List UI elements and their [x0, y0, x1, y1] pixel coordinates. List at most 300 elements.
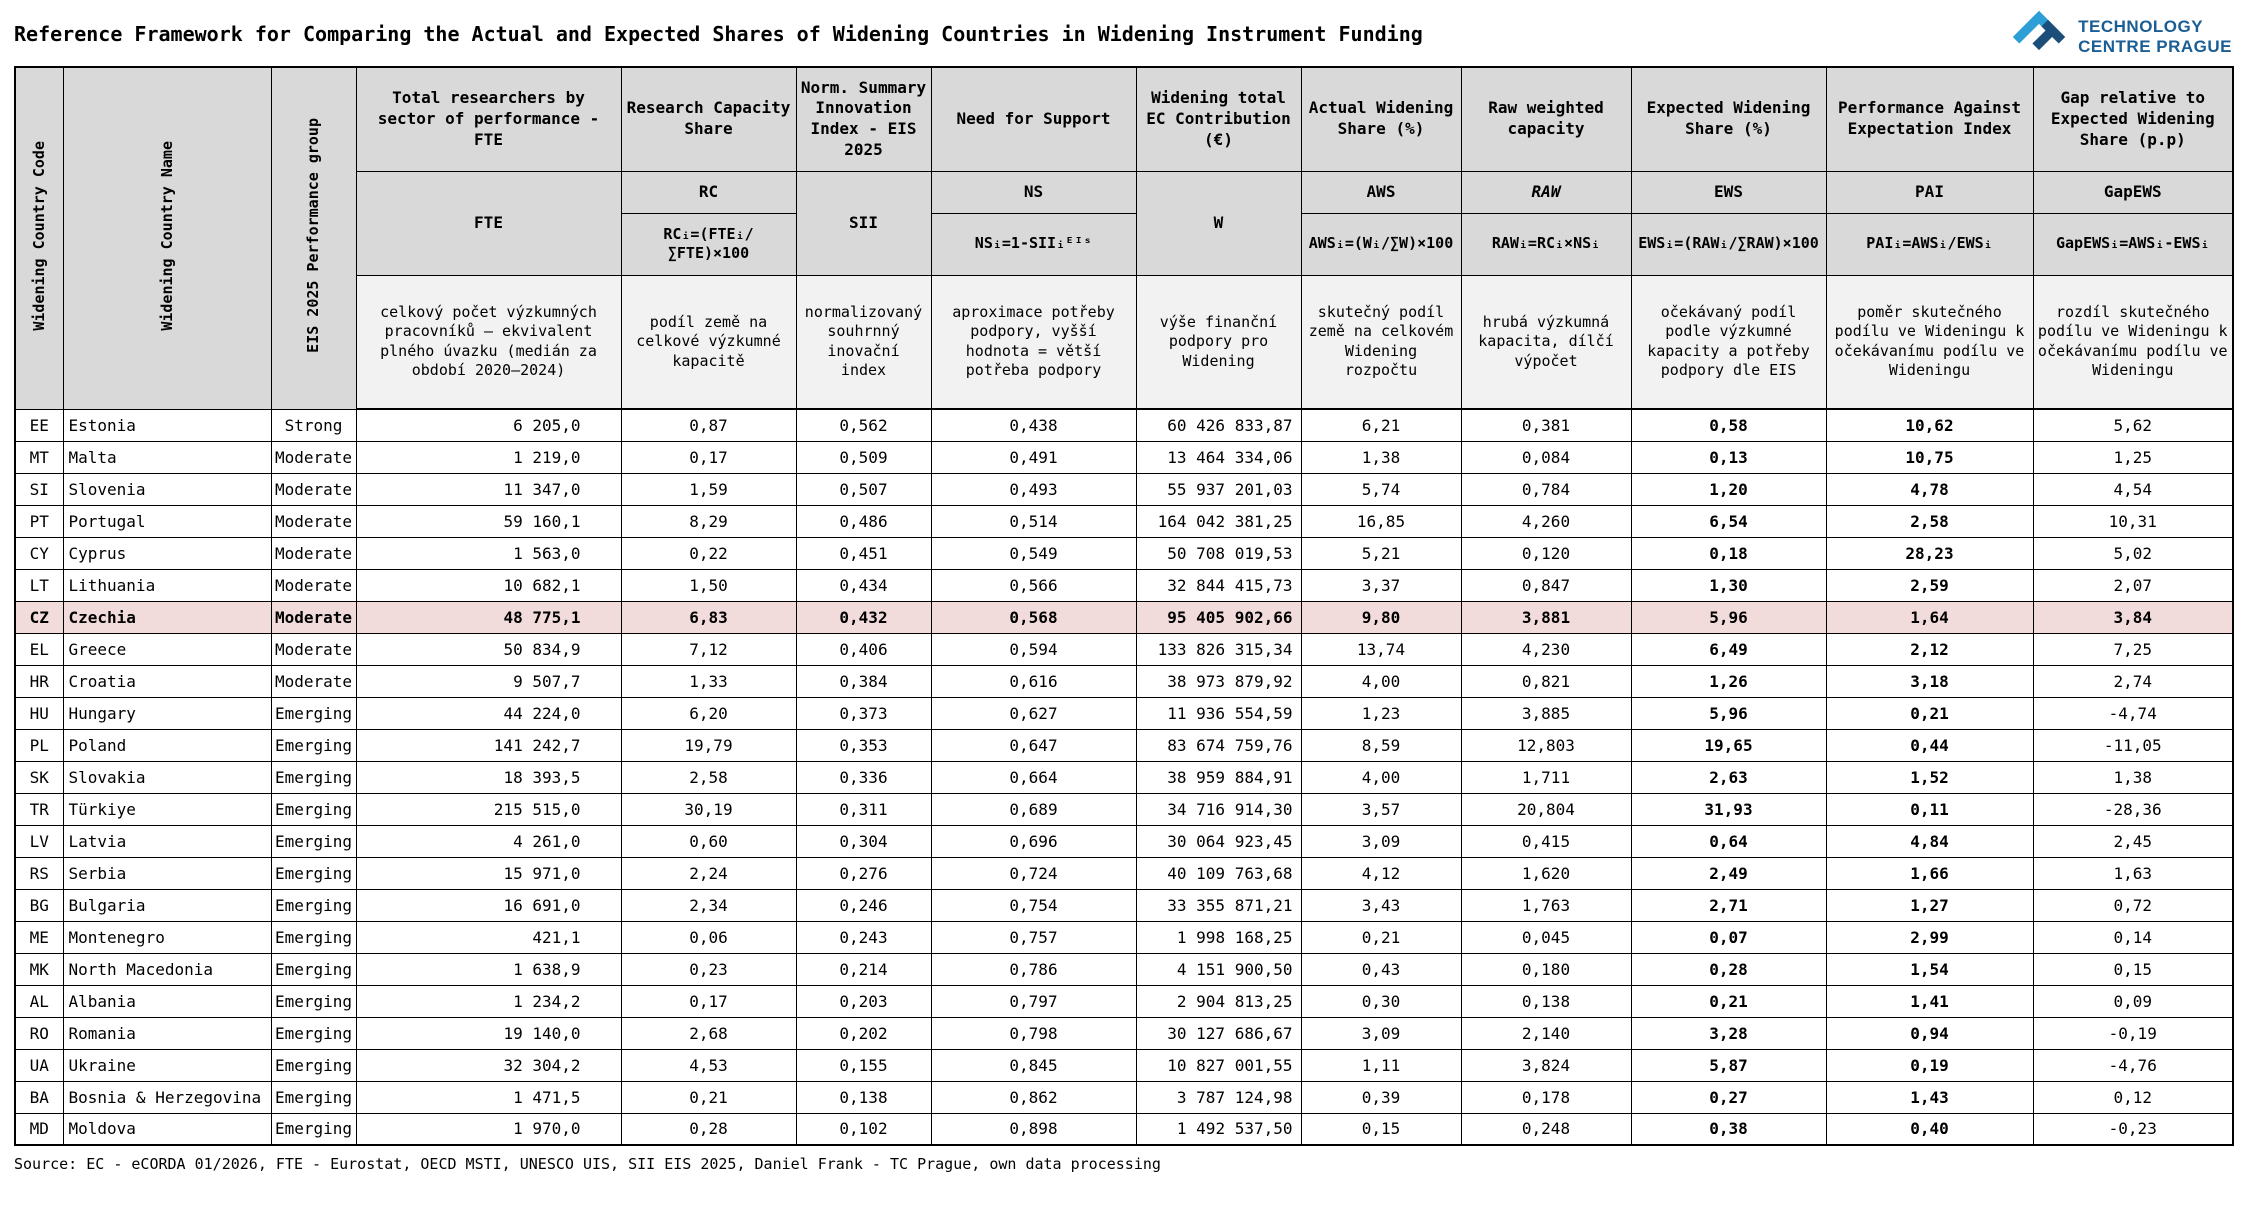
- col-header-ews: Expected Widening Share (%): [1631, 67, 1826, 171]
- col-header-aws: Actual Widening Share (%): [1301, 67, 1461, 171]
- cell-ns: 0,549: [931, 537, 1136, 569]
- cell-country-name: Portugal: [63, 505, 271, 537]
- cell-rc: 0,17: [621, 985, 796, 1017]
- cell-country-code: LV: [15, 825, 63, 857]
- cell-country-name: Malta: [63, 441, 271, 473]
- cell-fte: 141 242,7: [356, 729, 621, 761]
- col-header-fte: Total researchers by sector of performance - FTE: [356, 67, 621, 171]
- cell-country-code: HU: [15, 697, 63, 729]
- cell-pai: 1,41: [1826, 985, 2033, 1017]
- cell-fte: 1 234,2: [356, 985, 621, 1017]
- cell-pai: 4,84: [1826, 825, 2033, 857]
- cell-country-name: Albania: [63, 985, 271, 1017]
- cell-fte: 215 515,0: [356, 793, 621, 825]
- cell-fte: 11 347,0: [356, 473, 621, 505]
- cell-country-name: Slovakia: [63, 761, 271, 793]
- cell-country-name: Hungary: [63, 697, 271, 729]
- cell-gapews: -0,19: [2033, 1017, 2233, 1049]
- table-row: [15, 1017, 2233, 1049]
- cell-gapews: 5,02: [2033, 537, 2233, 569]
- cell-fte: 16 691,0: [356, 889, 621, 921]
- cell-fte: 44 224,0: [356, 697, 621, 729]
- czech-desc-fte: celkový počet výzkumných pracovníků – ekvivalent plného úvazku (medián za období 2020–2024): [356, 275, 621, 409]
- cell-pai: 1,43: [1826, 1081, 2033, 1113]
- cell-ews: 0,27: [1631, 1081, 1826, 1113]
- cell-ns: 0,689: [931, 793, 1136, 825]
- cell-country-code: BA: [15, 1081, 63, 1113]
- cell-ews: 0,13: [1631, 441, 1826, 473]
- cell-sii: 0,138: [796, 1081, 931, 1113]
- cell-performance-group: Strong: [271, 409, 356, 441]
- czech-desc-ns: aproximace potřeby podpory, vyšší hodnota = větší potřeba podpory: [931, 275, 1136, 409]
- cell-raw: 0,138: [1461, 985, 1631, 1017]
- cell-gapews: 4,54: [2033, 473, 2233, 505]
- cell-w: 13 464 334,06: [1136, 441, 1301, 473]
- cell-sii: 0,214: [796, 953, 931, 985]
- cell-ns: 0,493: [931, 473, 1136, 505]
- czech-desc-sii: normalizovaný souhrnný inovační index: [796, 275, 931, 409]
- cell-aws: 4,00: [1301, 761, 1461, 793]
- czech-desc-aws: skutečný podíl země na celkovém Widening rozpočtu: [1301, 275, 1461, 409]
- cell-rc: 6,83: [621, 601, 796, 633]
- cell-ns: 0,757: [931, 921, 1136, 953]
- cell-rc: 4,53: [621, 1049, 796, 1081]
- table-row: [15, 505, 2233, 537]
- cell-rc: 6,20: [621, 697, 796, 729]
- cell-w: 50 708 019,53: [1136, 537, 1301, 569]
- cell-country-name: Serbia: [63, 857, 271, 889]
- table-row: [15, 697, 2233, 729]
- cell-ns: 0,664: [931, 761, 1136, 793]
- formula-pai: PAIᵢ=AWSᵢ/EWSᵢ: [1826, 213, 2033, 275]
- cell-fte: 4 261,0: [356, 825, 621, 857]
- cell-ns: 0,724: [931, 857, 1136, 889]
- cell-rc: 0,21: [621, 1081, 796, 1113]
- cell-ews: 5,96: [1631, 601, 1826, 633]
- cell-w: 30 127 686,67: [1136, 1017, 1301, 1049]
- cell-ews: 5,96: [1631, 697, 1826, 729]
- tc-prague-logo-text: [2078, 17, 2232, 56]
- table-row: [15, 537, 2233, 569]
- cell-country-code: ME: [15, 921, 63, 953]
- cell-rc: 30,19: [621, 793, 796, 825]
- cell-raw: 0,045: [1461, 921, 1631, 953]
- cell-sii: 0,507: [796, 473, 931, 505]
- cell-rc: 0,87: [621, 409, 796, 441]
- cell-country-code: SI: [15, 473, 63, 505]
- cell-gapews: 2,07: [2033, 569, 2233, 601]
- col-header-w: Widening total EC Contribution (€): [1136, 67, 1301, 171]
- cell-gapews: 1,38: [2033, 761, 2233, 793]
- page-title: Reference Framework for Comparing the Actual and Expected Shares of Widening Countries in Widening Instrument Funding: [14, 22, 1423, 46]
- cell-raw: 0,415: [1461, 825, 1631, 857]
- cell-pai: 3,18: [1826, 665, 2033, 697]
- cell-gapews: 2,74: [2033, 665, 2233, 697]
- cell-performance-group: Emerging: [271, 1081, 356, 1113]
- cell-w: 60 426 833,87: [1136, 409, 1301, 441]
- cell-w: 32 844 415,73: [1136, 569, 1301, 601]
- cell-ns: 0,647: [931, 729, 1136, 761]
- cell-sii: 0,562: [796, 409, 931, 441]
- cell-ns: 0,862: [931, 1081, 1136, 1113]
- cell-gapews: -28,36: [2033, 793, 2233, 825]
- cell-performance-group: Moderate: [271, 601, 356, 633]
- cell-aws: 3,43: [1301, 889, 1461, 921]
- cell-pai: 2,59: [1826, 569, 2033, 601]
- cell-pai: 2,58: [1826, 505, 2033, 537]
- cell-raw: 4,260: [1461, 505, 1631, 537]
- cell-sii: 0,406: [796, 633, 931, 665]
- cell-aws: 4,00: [1301, 665, 1461, 697]
- cell-ns: 0,616: [931, 665, 1136, 697]
- cell-ews: 0,18: [1631, 537, 1826, 569]
- cell-rc: 2,24: [621, 857, 796, 889]
- cell-country-code: PL: [15, 729, 63, 761]
- cell-aws: 5,74: [1301, 473, 1461, 505]
- cell-pai: 0,21: [1826, 697, 2033, 729]
- cell-country-code: RO: [15, 1017, 63, 1049]
- cell-raw: 4,230: [1461, 633, 1631, 665]
- cell-pai: 28,23: [1826, 537, 2033, 569]
- cell-w: 133 826 315,34: [1136, 633, 1301, 665]
- cell-gapews: 0,12: [2033, 1081, 2233, 1113]
- cell-country-code: TR: [15, 793, 63, 825]
- cell-ns: 0,627: [931, 697, 1136, 729]
- cell-ns: 0,566: [931, 569, 1136, 601]
- cell-fte: 59 160,1: [356, 505, 621, 537]
- cell-w: 11 936 554,59: [1136, 697, 1301, 729]
- table-row: [15, 889, 2233, 921]
- formula-ews: EWSᵢ=(RAWᵢ/∑RAW)×100: [1631, 213, 1826, 275]
- cell-sii: 0,246: [796, 889, 931, 921]
- cell-country-code: CZ: [15, 601, 63, 633]
- cell-sii: 0,243: [796, 921, 931, 953]
- cell-aws: 0,39: [1301, 1081, 1461, 1113]
- col-header-gapews: Gap relative to Expected Widening Share (p.p): [2033, 67, 2233, 171]
- cell-gapews: 10,31: [2033, 505, 2233, 537]
- col-header-rc: Research Capacity Share: [621, 67, 796, 171]
- cell-w: 38 959 884,91: [1136, 761, 1301, 793]
- cell-fte: 10 682,1: [356, 569, 621, 601]
- cell-performance-group: Emerging: [271, 1113, 356, 1145]
- cell-sii: 0,155: [796, 1049, 931, 1081]
- cell-gapews: -11,05: [2033, 729, 2233, 761]
- cell-pai: 0,44: [1826, 729, 2033, 761]
- cell-w: 1 998 168,25: [1136, 921, 1301, 953]
- table-row: [15, 473, 2233, 505]
- col-header-ns: Need for Support: [931, 67, 1136, 171]
- cell-raw: 3,824: [1461, 1049, 1631, 1081]
- cell-sii: 0,311: [796, 793, 931, 825]
- cell-pai: 1,64: [1826, 601, 2033, 633]
- cell-gapews: -0,23: [2033, 1113, 2233, 1145]
- cell-raw: 20,804: [1461, 793, 1631, 825]
- cell-gapews: 1,25: [2033, 441, 2233, 473]
- cell-performance-group: Moderate: [271, 505, 356, 537]
- cell-performance-group: Emerging: [271, 921, 356, 953]
- cell-pai: 0,19: [1826, 1049, 2033, 1081]
- col-header-performance-group: [271, 67, 356, 409]
- cell-fte: 421,1: [356, 921, 621, 953]
- cell-w: 2 904 813,25: [1136, 985, 1301, 1017]
- cell-ns: 0,754: [931, 889, 1136, 921]
- cell-fte: 48 775,1: [356, 601, 621, 633]
- top-bar: [14, 12, 2232, 60]
- cell-ns: 0,797: [931, 985, 1136, 1017]
- table-row: [15, 441, 2233, 473]
- cell-ews: 1,26: [1631, 665, 1826, 697]
- cell-aws: 8,59: [1301, 729, 1461, 761]
- cell-pai: 10,75: [1826, 441, 2033, 473]
- table-row: [15, 1113, 2233, 1145]
- cell-raw: 0,248: [1461, 1113, 1631, 1145]
- table-row: [15, 409, 2233, 441]
- cell-aws: 3,57: [1301, 793, 1461, 825]
- cell-country-code: UA: [15, 1049, 63, 1081]
- table-row: [15, 633, 2233, 665]
- cell-raw: 0,084: [1461, 441, 1631, 473]
- cell-aws: 1,11: [1301, 1049, 1461, 1081]
- cell-aws: 3,09: [1301, 825, 1461, 857]
- cell-country-code: CY: [15, 537, 63, 569]
- cell-aws: 3,37: [1301, 569, 1461, 601]
- cell-performance-group: Emerging: [271, 1049, 356, 1081]
- table-row: [15, 857, 2233, 889]
- table-row: [15, 665, 2233, 697]
- cell-country-code: RS: [15, 857, 63, 889]
- source-note: Source: EC - eCORDA 01/2026, FTE - Eurostat, OECD MSTI, UNESCO UIS, SII EIS 2025, Daniel Frank - TC Prague, own data processing: [14, 1155, 1161, 1173]
- cell-ns: 0,491: [931, 441, 1136, 473]
- cell-rc: 0,22: [621, 537, 796, 569]
- cell-sii: 0,336: [796, 761, 931, 793]
- code-pai: PAI: [1826, 171, 2033, 213]
- cell-raw: 0,180: [1461, 953, 1631, 985]
- cell-gapews: 1,63: [2033, 857, 2233, 889]
- code-aws: AWS: [1301, 171, 1461, 213]
- cell-w: 3 787 124,98: [1136, 1081, 1301, 1113]
- cell-w: 164 042 381,25: [1136, 505, 1301, 537]
- cell-ns: 0,438: [931, 409, 1136, 441]
- cell-w: 30 064 923,45: [1136, 825, 1301, 857]
- cell-rc: 0,06: [621, 921, 796, 953]
- cell-gapews: 3,84: [2033, 601, 2233, 633]
- cell-fte: 1 970,0: [356, 1113, 621, 1145]
- cell-pai: 1,54: [1826, 953, 2033, 985]
- cell-sii: 0,509: [796, 441, 931, 473]
- cell-aws: 0,30: [1301, 985, 1461, 1017]
- table-row: [15, 761, 2233, 793]
- code-ews: EWS: [1631, 171, 1826, 213]
- cell-w: 38 973 879,92: [1136, 665, 1301, 697]
- cell-ews: 2,49: [1631, 857, 1826, 889]
- cell-performance-group: Emerging: [271, 825, 356, 857]
- cell-gapews: 0,15: [2033, 953, 2233, 985]
- cell-ews: 0,21: [1631, 985, 1826, 1017]
- cell-country-name: Montenegro: [63, 921, 271, 953]
- cell-rc: 0,17: [621, 441, 796, 473]
- cell-ews: 0,64: [1631, 825, 1826, 857]
- czech-desc-rc: podíl země na celkové výzkumné kapacitě: [621, 275, 796, 409]
- cell-rc: 0,23: [621, 953, 796, 985]
- cell-ns: 0,696: [931, 825, 1136, 857]
- cell-gapews: 0,09: [2033, 985, 2233, 1017]
- cell-aws: 9,80: [1301, 601, 1461, 633]
- cell-ews: 2,71: [1631, 889, 1826, 921]
- code-rc: RC: [621, 171, 796, 213]
- cell-ews: 3,28: [1631, 1017, 1826, 1049]
- cell-ews: 0,38: [1631, 1113, 1826, 1145]
- cell-country-name: Latvia: [63, 825, 271, 857]
- cell-ns: 0,594: [931, 633, 1136, 665]
- cell-country-code: PT: [15, 505, 63, 537]
- formula-gapews: GapEWSᵢ=AWSᵢ-EWSᵢ: [2033, 213, 2233, 275]
- cell-rc: 8,29: [621, 505, 796, 537]
- cell-pai: 2,12: [1826, 633, 2033, 665]
- cell-country-name: North Macedonia: [63, 953, 271, 985]
- cell-country-name: Estonia: [63, 409, 271, 441]
- cell-fte: 6 205,0: [356, 409, 621, 441]
- cell-country-name: Bosnia & Herzegovina: [63, 1081, 271, 1113]
- cell-sii: 0,432: [796, 601, 931, 633]
- col-header-country-code-label: Widening Country Code: [29, 140, 48, 331]
- cell-gapews: 7,25: [2033, 633, 2233, 665]
- table-header: [15, 67, 2233, 409]
- cell-gapews: 0,72: [2033, 889, 2233, 921]
- cell-w: 33 355 871,21: [1136, 889, 1301, 921]
- code-sii: SII: [796, 171, 931, 275]
- cell-aws: 16,85: [1301, 505, 1461, 537]
- cell-performance-group: Emerging: [271, 953, 356, 985]
- tc-prague-logo-icon: [2010, 8, 2068, 66]
- cell-rc: 2,68: [621, 1017, 796, 1049]
- cell-ns: 0,798: [931, 1017, 1136, 1049]
- cell-rc: 1,33: [621, 665, 796, 697]
- cell-sii: 0,434: [796, 569, 931, 601]
- cell-fte: 1 638,9: [356, 953, 621, 985]
- cell-country-code: AL: [15, 985, 63, 1017]
- formula-rc: RCᵢ=(FTEᵢ/∑FTE)×100: [621, 213, 796, 275]
- cell-pai: 0,11: [1826, 793, 2033, 825]
- cell-aws: 4,12: [1301, 857, 1461, 889]
- czech-desc-pai: poměr skutečného podílu ve Wideningu k očekávanímu podílu ve Wideningu: [1826, 275, 2033, 409]
- cell-country-name: Cyprus: [63, 537, 271, 569]
- table-row: [15, 793, 2233, 825]
- cell-fte: 1 563,0: [356, 537, 621, 569]
- cell-country-code: BG: [15, 889, 63, 921]
- cell-raw: 3,885: [1461, 697, 1631, 729]
- cell-country-name: Slovenia: [63, 473, 271, 505]
- cell-gapews: 0,14: [2033, 921, 2233, 953]
- cell-pai: 2,99: [1826, 921, 2033, 953]
- cell-aws: 0,43: [1301, 953, 1461, 985]
- cell-w: 4 151 900,50: [1136, 953, 1301, 985]
- cell-performance-group: Moderate: [271, 665, 356, 697]
- cell-ns: 0,568: [931, 601, 1136, 633]
- cell-performance-group: Moderate: [271, 569, 356, 601]
- cell-pai: 0,94: [1826, 1017, 2033, 1049]
- cell-sii: 0,373: [796, 697, 931, 729]
- cell-sii: 0,202: [796, 1017, 931, 1049]
- widening-reference-table: [14, 66, 2234, 1146]
- col-header-sii: Norm. Summary Innovation Index - EIS 2025: [796, 67, 931, 171]
- cell-performance-group: Moderate: [271, 473, 356, 505]
- cell-performance-group: Emerging: [271, 889, 356, 921]
- cell-country-name: Moldova: [63, 1113, 271, 1145]
- cell-ns: 0,845: [931, 1049, 1136, 1081]
- cell-performance-group: Moderate: [271, 537, 356, 569]
- cell-country-name: Croatia: [63, 665, 271, 697]
- tc-prague-logo: [2010, 8, 2232, 66]
- col-header-pai: Performance Against Expectation Index: [1826, 67, 2033, 171]
- cell-country-name: Ukraine: [63, 1049, 271, 1081]
- cell-rc: 0,28: [621, 1113, 796, 1145]
- czech-desc-gapews: rozdíl skutečného podílu ve Wideningu k očekávanímu podílu ve Wideningu: [2033, 275, 2233, 409]
- logo-line-1: TECHNOLOGY: [2078, 17, 2204, 37]
- cell-ns: 0,786: [931, 953, 1136, 985]
- cell-pai: 4,78: [1826, 473, 2033, 505]
- cell-aws: 0,15: [1301, 1113, 1461, 1145]
- cell-raw: 0,847: [1461, 569, 1631, 601]
- cell-aws: 13,74: [1301, 633, 1461, 665]
- cell-raw: 1,711: [1461, 761, 1631, 793]
- cell-gapews: -4,76: [2033, 1049, 2233, 1081]
- cell-w: 34 716 914,30: [1136, 793, 1301, 825]
- cell-pai: 10,62: [1826, 409, 2033, 441]
- cell-raw: 0,784: [1461, 473, 1631, 505]
- cell-performance-group: Moderate: [271, 441, 356, 473]
- cell-performance-group: Emerging: [271, 761, 356, 793]
- cell-rc: 19,79: [621, 729, 796, 761]
- cell-rc: 1,59: [621, 473, 796, 505]
- cell-country-name: Poland: [63, 729, 271, 761]
- cell-rc: 7,12: [621, 633, 796, 665]
- col-header-country-name: [63, 67, 271, 409]
- table-row: [15, 985, 2233, 1017]
- table-row: [15, 825, 2233, 857]
- code-fte: FTE: [356, 171, 621, 275]
- cell-raw: 1,763: [1461, 889, 1631, 921]
- table-row: [15, 569, 2233, 601]
- cell-ews: 5,87: [1631, 1049, 1826, 1081]
- cell-sii: 0,353: [796, 729, 931, 761]
- cell-rc: 0,60: [621, 825, 796, 857]
- cell-fte: 1 471,5: [356, 1081, 621, 1113]
- cell-ns: 0,898: [931, 1113, 1136, 1145]
- cell-rc: 2,58: [621, 761, 796, 793]
- cell-ews: 1,30: [1631, 569, 1826, 601]
- cell-performance-group: Emerging: [271, 697, 356, 729]
- cell-sii: 0,304: [796, 825, 931, 857]
- cell-performance-group: Emerging: [271, 793, 356, 825]
- code-gapews: GapEWS: [2033, 171, 2233, 213]
- cell-country-code: EE: [15, 409, 63, 441]
- code-ns: NS: [931, 171, 1136, 213]
- cell-raw: 3,881: [1461, 601, 1631, 633]
- cell-performance-group: Moderate: [271, 633, 356, 665]
- cell-aws: 6,21: [1301, 409, 1461, 441]
- cell-fte: 1 219,0: [356, 441, 621, 473]
- cell-country-name: Czechia: [63, 601, 271, 633]
- czech-desc-w: výše finanční podpory pro Widening: [1136, 275, 1301, 409]
- cell-pai: 1,52: [1826, 761, 2033, 793]
- cell-performance-group: Emerging: [271, 985, 356, 1017]
- cell-sii: 0,203: [796, 985, 931, 1017]
- cell-aws: 3,09: [1301, 1017, 1461, 1049]
- cell-pai: 1,27: [1826, 889, 2033, 921]
- code-raw: RAW: [1461, 171, 1631, 213]
- logo-line-2: CENTRE PRAGUE: [2078, 37, 2232, 56]
- cell-ews: 6,49: [1631, 633, 1826, 665]
